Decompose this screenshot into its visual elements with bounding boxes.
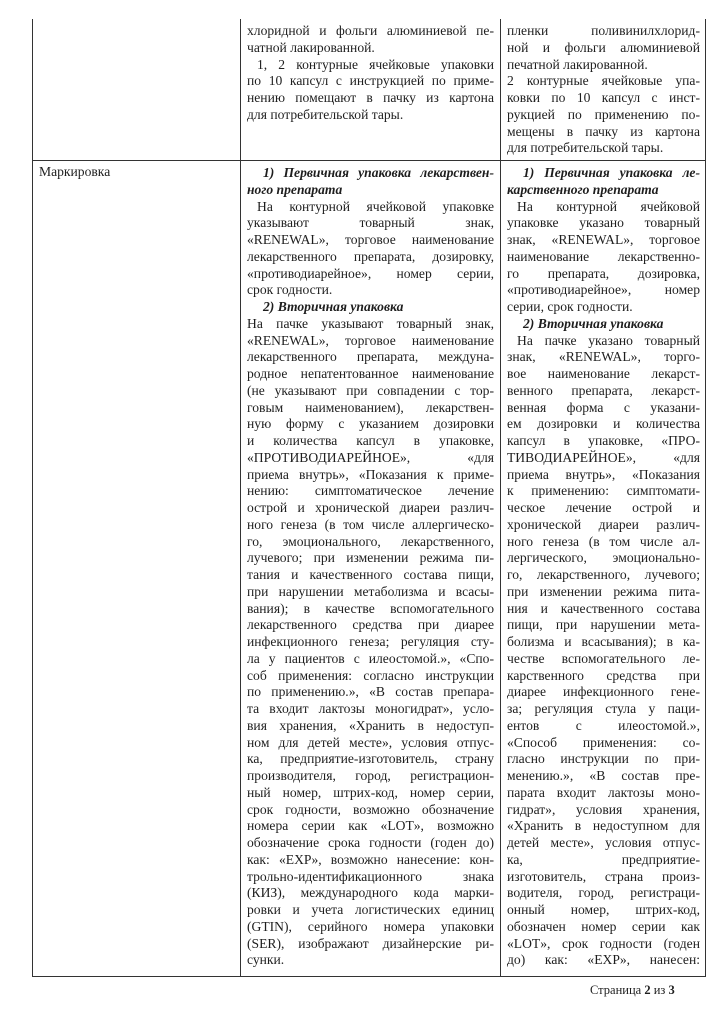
text-line: срок годности.	[247, 282, 333, 298]
row1-label-cell	[33, 19, 241, 160]
text-line: ка, предприятие-изготовитель, страну	[247, 751, 494, 767]
text-line: го препарата, дозировка,	[507, 265, 700, 281]
text-line: как: «EXP», возможно нанесение: кон-	[247, 851, 494, 867]
text-line: обозначен номер серии как	[507, 918, 700, 934]
text-line: указывают товарный знак,	[247, 215, 494, 231]
text-line: ную форму с указанием дозировки	[247, 416, 494, 432]
text-line: На пачке указано товарный	[517, 332, 700, 348]
text-line: «противодиарейное», номер	[507, 282, 700, 298]
text-line: вания); в качестве вспомогательного	[247, 600, 494, 616]
row2-current-text-cell	[241, 161, 501, 976]
text-line: сунки.	[247, 952, 285, 968]
paragraph	[507, 73, 700, 157]
text-line: 2) Вторичная упаковка	[523, 315, 664, 331]
text-line: венная форма с указани-	[507, 399, 700, 415]
text-line: и количества капсул в упаковке,	[247, 433, 494, 448]
text-line: На пачке указывают товарный знак,	[247, 315, 494, 331]
text-line: острой и хронической диареи различ-	[247, 500, 494, 515]
text-line: ный номер, штрих-код, номер серии,	[247, 784, 494, 800]
text-line: лекарственного препарата, дозировку,	[247, 248, 494, 264]
text-line: карственного средства при	[507, 667, 700, 683]
text-line: ния и качественного состава	[507, 600, 700, 616]
text-line: хлоридной и фольги алюминиевой пе-	[247, 23, 494, 38]
text-line: при изменении режима пита-	[507, 583, 700, 599]
section-heading	[247, 299, 494, 316]
table-row-marking	[33, 161, 705, 977]
text-line: тания и качественного состава пищи,	[247, 567, 494, 582]
text-line: парата входит лактозы моно-	[507, 784, 700, 800]
text-line: 1, 2 контурные ячейковые упаковки	[257, 56, 494, 72]
text-line: (не указывают при совпадении с тор-	[247, 382, 494, 398]
paragraph	[507, 23, 700, 73]
text-line: печатной лакированной.	[507, 56, 648, 72]
text-line: ческое лечение острой и	[507, 500, 700, 515]
text-line: го, эмоционального, лекарственного,	[247, 533, 494, 549]
text-line: упаковке указано товарный	[507, 215, 700, 231]
text-line: вия хранения, «Хранить в недоступ-	[247, 717, 494, 733]
row2-proposed-text-cell	[501, 161, 705, 976]
text-line: ного препарата	[247, 181, 343, 197]
text-line: соб применения: согласно инструкции	[247, 667, 494, 683]
text-line: онный номер, штрих-код,	[507, 902, 700, 917]
text-line: 1) Первичная упаковка ле-	[523, 165, 700, 180]
text-line: хронической диареи различ-	[507, 516, 700, 532]
text-line: ем дозировки и количества	[507, 416, 700, 432]
page-number-footer	[590, 983, 675, 998]
paragraph	[247, 316, 494, 969]
text-line: ного генеза (в том числе аллергическо-	[247, 516, 494, 532]
text-line: нению помещают в пачку из картона	[247, 90, 494, 105]
text-line: ТИВОДИАРЕЙНОЕ», «для	[507, 449, 700, 465]
text-line: «Хранить в недоступном для	[507, 818, 700, 834]
row2-label-marking: Маркировка	[39, 164, 111, 179]
text-line: к применению: симптомати-	[507, 483, 700, 499]
text-line: ка, предприятие-	[507, 851, 700, 867]
text-line: «ПРОТИВОДИАРЕЙНОЕ», «для	[247, 449, 494, 465]
text-line: по 10 капсул с инструкцией по приме-	[247, 73, 494, 89]
text-line: 2 контурные ячейковые упа-	[507, 73, 700, 89]
text-line: «противодиарейное», номер серии,	[247, 265, 494, 281]
row2-label-cell	[33, 161, 241, 976]
text-line: «RENEWAL», торговое наименование	[247, 332, 494, 348]
text-line: за; регуляция стула у паци-	[507, 701, 700, 716]
section-heading	[507, 165, 700, 199]
text-line: 2) Вторичная упаковка	[263, 299, 404, 314]
table-row-packaging-continued	[33, 19, 705, 161]
text-line: честве вспомогательного ле-	[507, 650, 700, 666]
paragraph	[507, 199, 700, 316]
text-line: венного препарата, лекарст-	[507, 382, 700, 398]
text-line: На контурной ячейковой упаковке	[257, 198, 494, 214]
text-line: ентов с илеостомой.»,	[507, 717, 700, 733]
text-line: болизма и всасывания); в ка-	[507, 634, 700, 649]
text-line: для потребительской тары.	[507, 140, 664, 156]
text-line: карственного препарата	[507, 181, 659, 197]
row1-current-text-cell	[241, 19, 501, 160]
text-line: мещены в пачку из картона	[507, 123, 700, 139]
text-line: обозначение срока годности (годен до)	[247, 835, 494, 850]
text-line: (SER), изображают дизайнерские ри-	[247, 935, 494, 951]
text-line: по применению.», «В состав препара-	[247, 684, 494, 700]
footer-sep: из	[653, 983, 666, 997]
text-line: знак, «RENEWAL», торговое	[507, 232, 700, 247]
paragraph	[247, 23, 494, 57]
text-line: «LOT», срок годности (годен	[507, 935, 700, 951]
text-line: ковки по 10 капсул с инст-	[507, 90, 700, 105]
text-line: ной и фольги алюминиевой	[507, 39, 700, 55]
paragraph	[507, 333, 700, 970]
text-line: инфекционного генеза; регуляция сту-	[247, 634, 494, 649]
text-line: лучевого; при изменении режима пи-	[247, 550, 494, 566]
text-line: лекарственного препарата, междуна-	[247, 349, 494, 365]
text-line: ровки и учета логистических единиц	[247, 902, 494, 917]
text-line: капсул в упаковке, «ПРО-	[507, 433, 700, 448]
text-line: вое наименование лекарст-	[507, 366, 700, 381]
text-line: номера серии как «LOT», возможно	[247, 818, 494, 834]
text-line: (КИЗ), международного кода марки-	[247, 885, 494, 901]
paragraph	[247, 199, 494, 300]
text-line: нению: симптоматическое лечение	[247, 483, 494, 499]
text-line: срок годности, возможно обозначение	[247, 801, 494, 817]
text-line: приема внутрь», «Показания	[507, 466, 700, 482]
text-line: «Способ применения: со-	[507, 734, 700, 750]
paragraph	[247, 57, 494, 124]
text-line: та входит лактозы моногидрат», усло-	[247, 701, 494, 716]
text-line: до) как: «EXP», нанесен:	[507, 952, 700, 968]
footer-prefix: Страница	[590, 983, 642, 997]
text-line: (GTIN), серийного номера упаковки	[247, 918, 494, 934]
text-line: ного генеза (в том числе ал-	[507, 533, 700, 549]
text-line: детей месте», условия отпус-	[507, 835, 700, 850]
text-line: родное непатентованное наименование	[247, 366, 494, 381]
text-line: рукцией по применению по-	[507, 106, 700, 122]
text-line: изготовитель, страна произ-	[507, 868, 700, 884]
text-line: ла у пациентов с илеостомой.», «Спо-	[247, 650, 494, 666]
text-line: водителя, город, регистраци-	[507, 885, 700, 901]
text-line: лергического, эмоционально-	[507, 550, 700, 566]
text-line: пищи, при нарушении мета-	[507, 617, 700, 633]
text-line: говым наименованием), лекарствен-	[247, 399, 494, 415]
text-line: пленки поливинилхлорид-	[507, 23, 700, 38]
text-line: серии, срок годности.	[507, 299, 633, 314]
text-line: гласно инструкции по при-	[507, 751, 700, 767]
text-line: 1) Первичная упаковка лекарствен-	[263, 165, 494, 180]
text-line: ном для детей месте», условия отпус-	[247, 734, 494, 750]
text-line: производителя, город, регистрацион-	[247, 768, 494, 783]
text-line: трольно-идентификационного знака	[247, 868, 494, 884]
text-line: знак, «RENEWAL», торго-	[507, 349, 700, 365]
text-line: приема внутрь», «Показания к приме-	[247, 466, 494, 482]
section-heading	[507, 316, 700, 333]
text-line: менению.», «В состав пре-	[507, 768, 700, 783]
section-heading	[247, 165, 494, 199]
text-line: наименование лекарственно-	[507, 248, 700, 264]
text-line: диарее инфекционного гене-	[507, 684, 700, 700]
comparison-table	[32, 19, 706, 977]
text-line: чатной лакированной.	[247, 39, 375, 55]
footer-page: 2	[644, 983, 651, 997]
text-line: «RENEWAL», торговое наименование	[247, 232, 494, 247]
text-line: для потребительской тары.	[247, 106, 404, 122]
text-line: лекарственного средства при диарее	[247, 617, 494, 633]
text-line: На контурной ячейковой	[517, 198, 700, 214]
text-line: го, лекарственного, лучевого;	[507, 567, 700, 582]
row1-proposed-text-cell	[501, 19, 705, 160]
footer-total: 3	[668, 983, 675, 997]
text-line: при нарушении метаболизма и всасы-	[247, 583, 494, 599]
text-line: гидрат», условия хранения,	[507, 801, 700, 817]
